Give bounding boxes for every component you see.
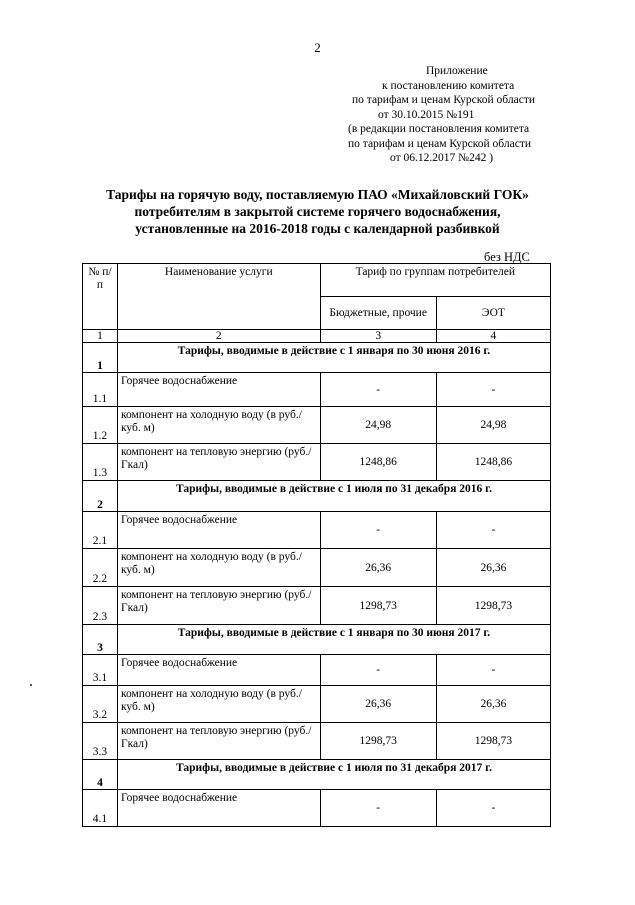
document-title (60, 186, 575, 237)
appendix-line: к постановлению комитета (382, 79, 515, 92)
row-number: 3.2 (83, 686, 118, 723)
row-value-budget: 24,98 (320, 407, 436, 444)
section-number: 1 (83, 343, 118, 373)
row-value-eot: - (436, 790, 550, 827)
row-number: 3.1 (83, 655, 118, 686)
row-value-eot: 26,36 (436, 686, 550, 723)
appendix-line: от 30.10.2015 №191 (378, 108, 475, 121)
row-value-budget: 1248,86 (320, 444, 436, 481)
row-number: 1.2 (83, 407, 118, 444)
page-number: 2 (314, 40, 321, 55)
section-row (83, 343, 551, 373)
table-row (83, 512, 551, 549)
column-number: 4 (436, 330, 550, 343)
row-service-name: компонент на холодную воду (в руб./куб. м) (117, 407, 320, 444)
row-service-name: Горячее водоснабжение (117, 655, 320, 686)
row-value-budget: - (320, 790, 436, 827)
table-row (83, 549, 551, 587)
table-row (83, 587, 551, 625)
column-number: 1 (83, 330, 118, 343)
header-group-eot: ЭОТ (436, 297, 550, 330)
column-number: 2 (117, 330, 320, 343)
section-title: Тарифы, вводимые в действие с 1 января по 30 июня 2016 г. (117, 343, 550, 373)
row-number: 2.2 (83, 549, 118, 587)
row-number: 3.3 (83, 723, 118, 760)
row-service-name: компонент на тепловую энергию (руб./Гкал) (117, 723, 320, 760)
section-row (83, 625, 551, 655)
row-service-name: компонент на холодную воду (в руб./куб. м) (117, 686, 320, 723)
table-row (83, 373, 551, 407)
row-value-eot: 26,36 (436, 549, 550, 587)
appendix-line: от 06.12.2017 №242 ) (390, 152, 494, 164)
row-value-eot: 1248,86 (436, 444, 550, 481)
column-number: 3 (320, 330, 436, 343)
row-value-eot: - (436, 373, 550, 407)
row-value-eot: - (436, 512, 550, 549)
table-row (83, 790, 551, 827)
row-number: 1.1 (83, 373, 118, 407)
row-value-budget: - (320, 655, 436, 686)
row-value-budget: 1298,73 (320, 587, 436, 625)
table-row (83, 407, 551, 444)
section-row (83, 760, 551, 790)
section-title: Тарифы, вводимые в действие с 1 июля по 31 декабря 2016 г. (117, 481, 550, 512)
row-value-eot: 24,98 (436, 407, 550, 444)
scan-speck (30, 684, 32, 686)
table-row (83, 723, 551, 760)
section-row (83, 481, 551, 512)
table-row (83, 444, 551, 481)
row-service-name: Горячее водоснабжение (117, 373, 320, 407)
section-number: 2 (83, 481, 118, 512)
section-title: Тарифы, вводимые в действие с 1 января по 30 июня 2017 г. (117, 625, 550, 655)
appendix-line: (в редакции постановления комитета (348, 123, 530, 135)
row-value-budget: - (320, 373, 436, 407)
row-service-name: Горячее водоснабжение (117, 512, 320, 549)
section-title: Тарифы, вводимые в действие с 1 июля по 31 декабря 2017 г. (117, 760, 550, 790)
row-value-eot: 1298,73 (436, 723, 550, 760)
title-line: потребителям в закрытой системе горячего водоснабжения, (134, 204, 501, 219)
row-service-name: компонент на тепловую энергию (руб./Гкал) (117, 587, 320, 625)
table-row (83, 686, 551, 723)
table-row (83, 655, 551, 686)
row-number: 2.1 (83, 512, 118, 549)
row-service-name: компонент на тепловую энергию (руб./Гкал) (117, 444, 320, 481)
row-service-name: компонент на холодную воду (в руб./куб. м) (117, 549, 320, 587)
header-row (83, 264, 551, 297)
row-number: 4.1 (83, 790, 118, 827)
row-number: 2.3 (83, 587, 118, 625)
row-value-budget: 1298,73 (320, 723, 436, 760)
header-num: № п/п (83, 264, 118, 330)
row-value-budget: 26,36 (320, 686, 436, 723)
appendix-line: по тарифам и ценам Курской области (352, 94, 535, 106)
vat-note: без НДС (484, 250, 530, 264)
appendix-line: по тарифам и ценам Курской области (348, 137, 531, 150)
row-value-budget: 26,36 (320, 549, 436, 587)
row-number: 1.3 (83, 444, 118, 481)
row-value-budget: - (320, 512, 436, 549)
column-numbers-row (83, 330, 551, 343)
section-number: 4 (83, 760, 118, 790)
header-tariff-groups: Тариф по группам потребителей (320, 264, 550, 297)
row-value-eot: - (436, 655, 550, 686)
title-line: установленные на 2016-2018 годы с календарной разбивкой (135, 221, 500, 236)
row-service-name: Горячее водоснабжение (117, 790, 320, 827)
appendix-line: Приложение (426, 65, 488, 77)
tariff-table (82, 263, 551, 827)
header-group-budget: Бюджетные, прочие (320, 297, 436, 330)
section-number: 3 (83, 625, 118, 655)
row-value-eot: 1298,73 (436, 587, 550, 625)
header-service-name: Наименование услуги (117, 264, 320, 330)
title-line: Тарифы на горячую воду, поставляемую ПАО «Михайловский ГОК» (106, 187, 529, 202)
appendix-header (340, 64, 590, 166)
